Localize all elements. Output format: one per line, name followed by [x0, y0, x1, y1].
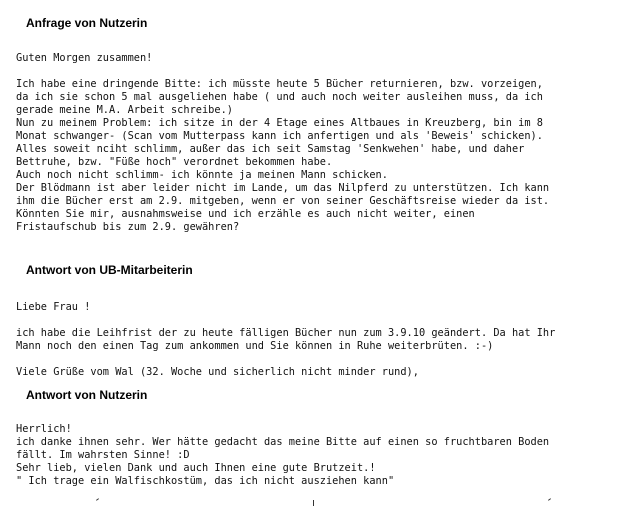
heading-antwort-nutzerin: Antwort von Nutzerin [26, 388, 148, 402]
scan-artifact-mark [96, 498, 99, 501]
scan-artifact-mark [313, 500, 314, 506]
request-line: Bettruhe, bzw. "Füße hoch" verordnet bekommen habe. [16, 156, 333, 168]
request-line: Monat schwanger- (Scan vom Mutterpass kann ich anfertigen und als 'Beweis' schicken). [16, 130, 543, 142]
followup-line: fällt. Im wahrsten Sinne! :D [16, 449, 190, 461]
reply-message-body [16, 327, 555, 353]
reply-closing-line: Viele Grüße vom Wal (32. Woche und sicherlich nicht minder rund), [16, 366, 419, 378]
request-line: Nun zu meinem Problem: ich sitze in der 4 Etage eines Altbaues in Kreuzberg, bin im 8 [16, 117, 543, 129]
request-line: Der Blödmann ist aber leider nicht im Lande, um das Nilpferd zu unterstützen. Ich kann [16, 182, 550, 194]
heading-antwort-ub: Antwort von UB-Mitarbeiterin [26, 263, 193, 277]
followup-line: " Ich trage ein Walfischkostüm, das ich nicht ausziehen kann" [16, 475, 395, 487]
request-line: Fristaufschub bis zum 2.9. gewähren? [16, 221, 240, 233]
request-line: Ich habe eine dringende Bitte: ich müsste heute 5 Bücher returnieren, bzw. vorzeigen, [16, 78, 543, 90]
followup-line: ich danke ihnen sehr. Wer hätte gedacht das meine Bitte auf einen so fruchtbaren Boden [16, 436, 550, 448]
request-line: Alles soweit nciht schlimm, außer das ich seit Samstag 'Senkwehen' habe, und daher [16, 143, 525, 155]
scan-artifact-mark [548, 498, 551, 501]
heading-anfrage: Anfrage von Nutzerin [26, 16, 148, 30]
request-message-body [16, 78, 549, 234]
request-line: Könnten Sie mir, ausnahmsweise und ich erzähle es auch nicht weiter, einen [16, 208, 475, 220]
request-line: da ich sie schon 5 mal ausgeliehen habe ( und auch noch weiter ausleihen muss, da ich [16, 91, 543, 103]
followup-line: Herrlich! [16, 423, 72, 435]
followup-message-body [16, 423, 549, 488]
request-line: Auch noch nicht schlimm- ich könnte ja meinen Mann schicken. [16, 169, 388, 181]
followup-line: Sehr lieb, vielen Dank und auch Ihnen eine gute Brutzeit.! [16, 462, 376, 474]
request-line: gerade meine M.A. Arbeit schreibe.) [16, 104, 233, 116]
greeting-line: Guten Morgen zusammen! [16, 52, 153, 64]
reply-greeting-line: Liebe Frau ! [16, 301, 91, 313]
reply-line: ich habe die Leihfrist der zu heute fälligen Bücher nun zum 3.9.10 geändert. Da hat Ihr [16, 327, 556, 339]
reply-line: Mann noch den einen Tag zum ankommen und Sie können in Ruhe weiterbrüten. :-) [16, 340, 494, 352]
request-line: ihm die Bücher erst am 2.9. mitgeben, wenn er von seiner Geschäftsreise wieder da ist. [16, 195, 550, 207]
